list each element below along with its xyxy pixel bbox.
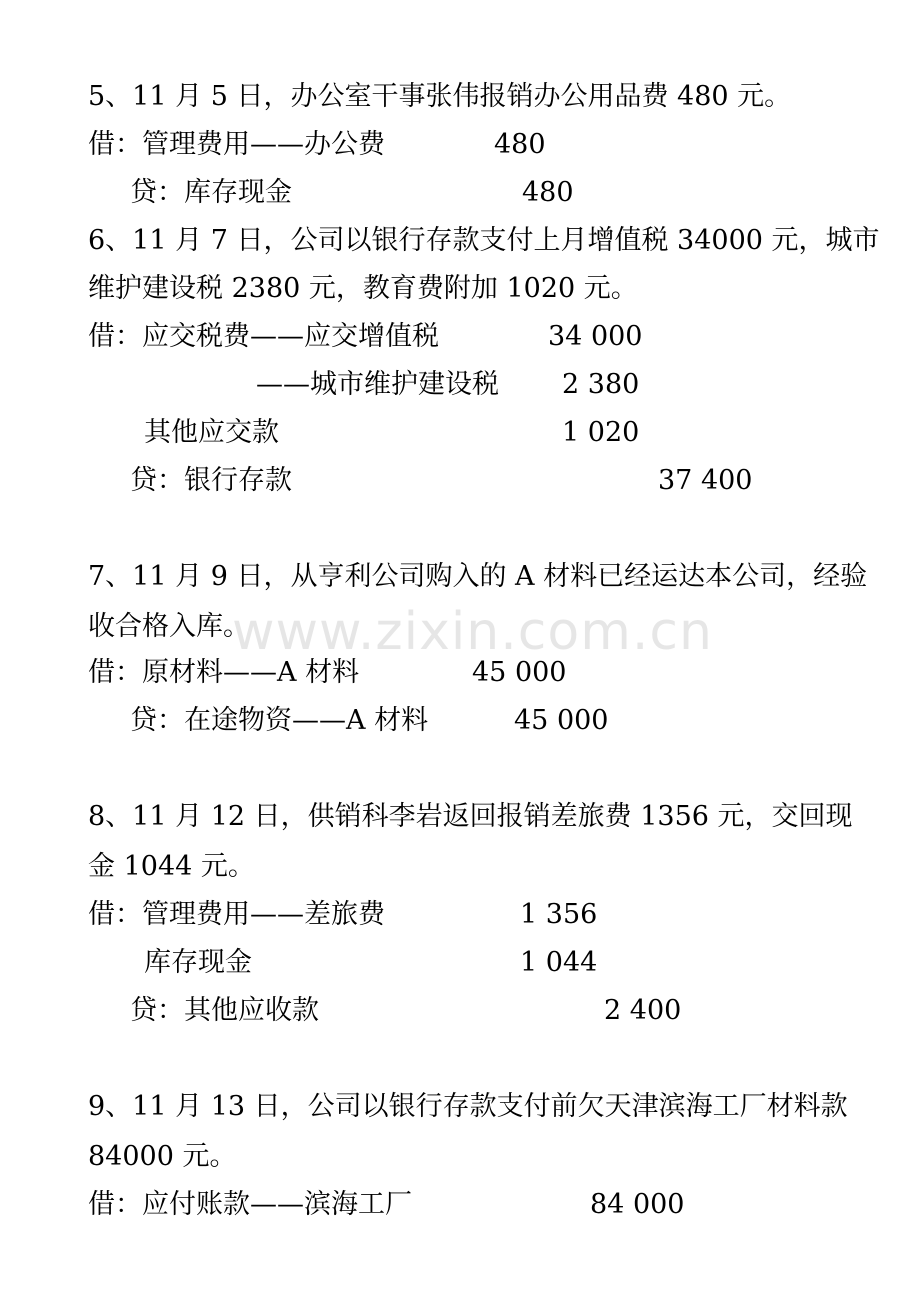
entry-6-debit-amount-1: 34 000 <box>548 321 643 352</box>
entry-6-debit-amount-3: 1 020 <box>562 417 640 448</box>
entry-6-debit-amount-2: 2 380 <box>562 369 640 400</box>
entry-9-debit-amount: 84 000 <box>590 1189 685 1220</box>
entry-6-text-line-1: 6、11 月 7 日，公司以银行存款支付上月增值税 34000 元，城市 <box>88 225 880 256</box>
entry-7-debit-amount: 45 000 <box>472 657 567 688</box>
entry-6-debit-label-3: 其他应交款 <box>144 417 279 448</box>
entry-5-debit-label: 借：管理费用——办公费 <box>88 129 385 160</box>
entry-8-credit-amount: 2 400 <box>604 995 682 1026</box>
entry-5-credit-amount: 480 <box>522 177 574 208</box>
entry-9-text-line-1: 9、11 月 13 日，公司以银行存款支付前欠天津滨海工厂材料款 <box>88 1091 848 1122</box>
entry-7-credit-label: 贷：在途物资——A 材料 <box>130 705 429 736</box>
entry-6-credit-amount: 37 400 <box>658 465 753 496</box>
entry-5-debit-amount: 480 <box>494 129 546 160</box>
entry-8-debit-amount-1: 1 356 <box>520 899 598 930</box>
entry-8-credit-label: 贷：其他应收款 <box>130 995 319 1026</box>
entry-6-debit-label-1: 借：应交税费——应交增值税 <box>88 321 439 352</box>
entry-7-debit-label: 借：原材料——A 材料 <box>88 657 360 688</box>
entry-7-text-line-1: 7、11 月 9 日，从亨利公司购入的 A 材料已经运达本公司，经验 <box>88 561 868 592</box>
entry-8-debit-label-1: 借：管理费用——差旅费 <box>88 899 385 930</box>
entry-6-credit-label: 贷：银行存款 <box>130 465 292 496</box>
entry-5-credit-label: 贷：库存现金 <box>130 177 292 208</box>
entry-8-debit-label-2: 库存现金 <box>144 947 252 978</box>
entry-9-text-line-2: 84000 元。 <box>88 1141 237 1172</box>
entry-6-debit-label-2: ——城市维护建设税 <box>256 369 499 400</box>
entry-8-text-line-2: 金 1044 元。 <box>88 851 255 882</box>
entry-8-debit-amount-2: 1 044 <box>520 947 598 978</box>
entry-6-text-line-2: 维护建设税 2380 元，教育费附加 1020 元。 <box>88 273 638 304</box>
entry-7-credit-amount: 45 000 <box>514 705 609 736</box>
entry-7-text-line-2: 收合格入库。 <box>88 611 250 642</box>
entry-5-text: 5、11 月 5 日，办公室干事张伟报销办公用品费 480 元。 <box>88 81 792 112</box>
entry-8-text-line-1: 8、11 月 12 日，供销科李岩返回报销差旅费 1356 元，交回现 <box>88 801 853 832</box>
watermark: www.zixin.com.cn <box>232 602 713 662</box>
entry-9-debit-label: 借：应付账款——滨海工厂 <box>88 1189 412 1220</box>
